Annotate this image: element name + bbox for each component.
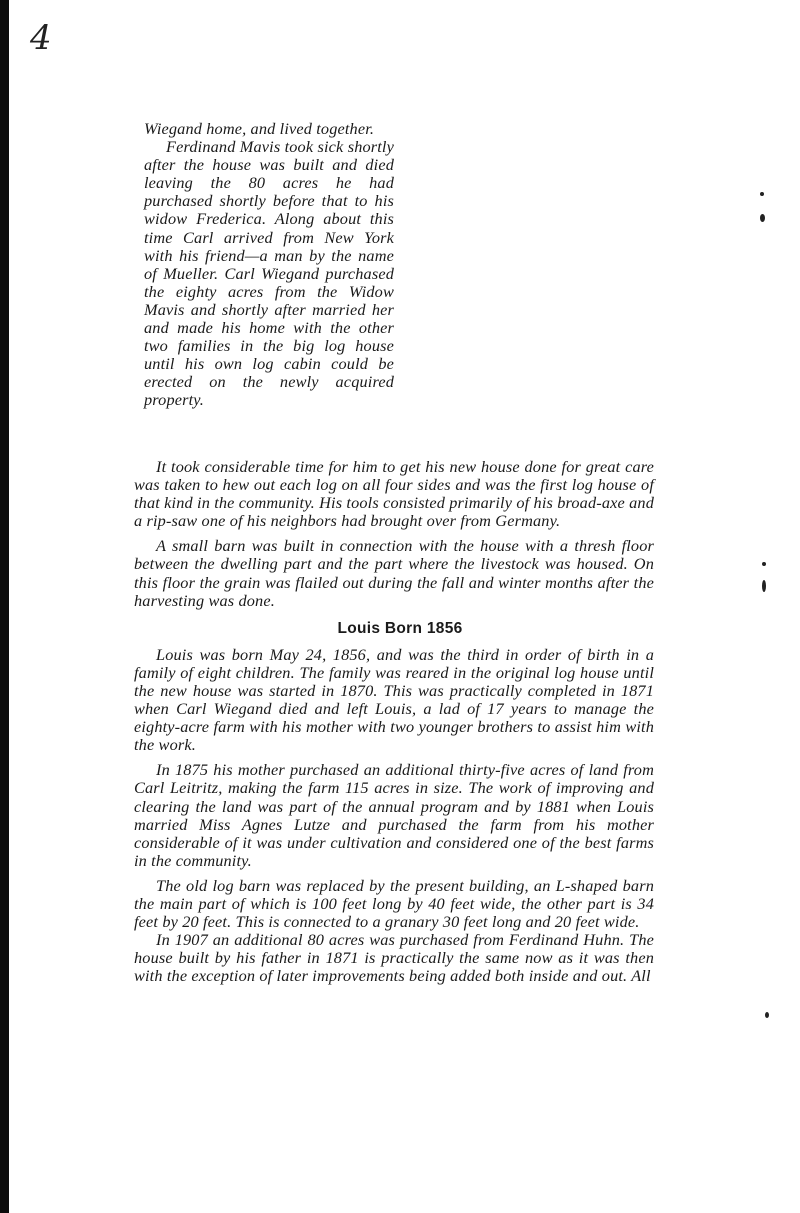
paragraph-small-barn: A small barn was built in connection with the house with a thresh floor between the dwelling part and the part where the livestock was housed. On this floor the grain was flailed out during the fall and winter months after the harvesting was done. — [134, 536, 654, 610]
ink-speck — [762, 562, 766, 566]
full-text-column — [134, 458, 654, 985]
paragraph-new-house: It took considerable time for him to get his new house done for great care was taken to hew out each log on all four sides and was the first log house of that kind in the community. His tools consisted primarily of his broad-axe and a rip-saw one of his neighbors had brought over from Germany. — [134, 457, 654, 531]
paragraph-continuation: Wiegand home, and lived together. — [144, 119, 375, 138]
narrow-text-column — [144, 120, 394, 410]
paragraph-louis-born: Louis was born May 24, 1856, and was the third in order of birth in a family of eight children. The family was reared in the original log house until the new house was started in 1870. This was practically completed in 1871 when Carl Wiegand died and left Louis, a lad of 17 years to manage the eighty-acre farm with his mother with two younger brothers to assist him with the work. — [134, 644, 654, 755]
page-number: 4 — [30, 18, 52, 58]
paragraph-mavis: Ferdinand Mavis took sick shortly after the house was built and died leaving the 80 acres he had purchased shortly before that to his widow Frederica. Along about this time Carl arrived from New York with his friend—a man by the name of Mueller. Carl Wiegand purchased the eighty acres from the Widow Mavis and shortly after married her and made his home with the other two families in the big log house until his own log cabin could be erected on the newly acquired property. — [144, 137, 394, 410]
ink-speck — [762, 580, 766, 592]
scan-left-edge — [0, 0, 9, 1213]
paragraph-old-barn: The old log barn was replaced by the present building, an L-shaped barn the main part of which is 100 feet long by 40 feet wide, the other part is 34 feet by 20 feet. This is connected to a granary 30 feet long and 20 feet wide. — [134, 875, 654, 932]
paragraph-1875: In 1875 his mother purchased an additional thirty-five acres of land from Carl Leitritz, making the farm 115 acres in size. The work of improving and clearing the land was part of the annual program and by 1881 when Louis married Miss Agnes Lutze and purchased the farm from his mother considerable of it was under cultivation and considered one of the best farms in the community. — [134, 760, 654, 870]
section-heading: Louis Born 1856 — [337, 619, 463, 637]
ink-speck — [760, 192, 764, 196]
ink-speck — [760, 214, 765, 222]
paragraph-1907: In 1907 an additional 80 acres was purchased from Ferdinand Huhn. The house built by his father in 1871 is practically the same now as it was then with the exception of later improvements being added both inside and out. All — [134, 930, 654, 986]
ink-speck — [765, 1012, 769, 1018]
